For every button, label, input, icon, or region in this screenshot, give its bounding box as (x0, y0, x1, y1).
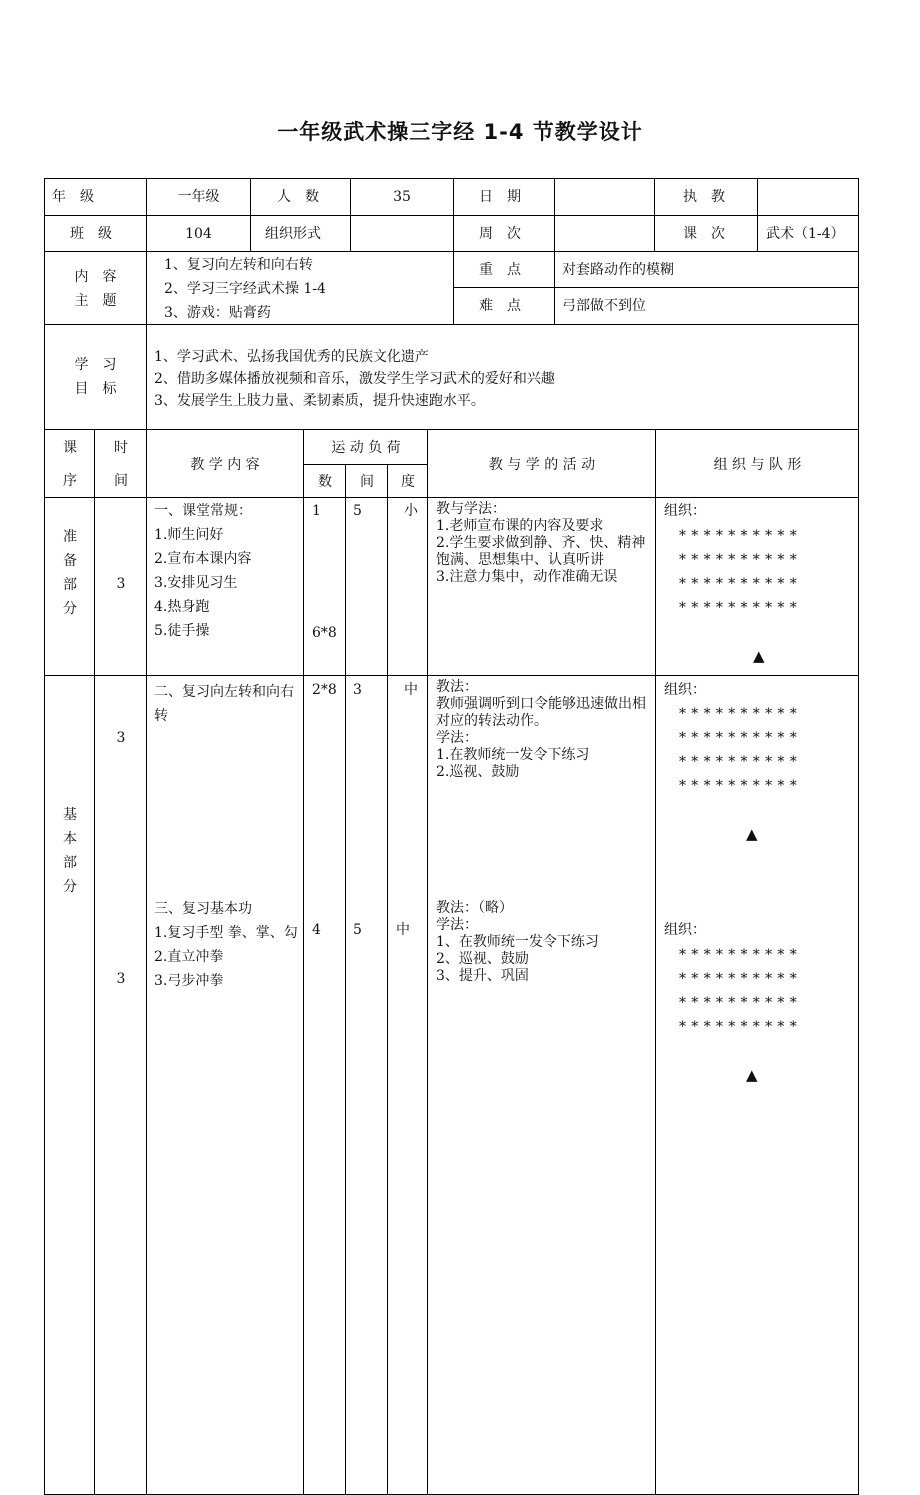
prep-content-line: 2.宣布本课内容 (154, 551, 252, 567)
col-seq-2: 序 (63, 473, 77, 489)
grade-value: 一年级 (177, 189, 220, 205)
col-seq-1: 课 (63, 440, 77, 456)
week-label: 周 次 (479, 226, 521, 242)
part1-interval: 3 (353, 682, 362, 698)
part2-count: 4 (312, 922, 321, 938)
col-formation: 组 织 与 队 形 (713, 457, 802, 473)
part2-formation-stars: ********** ********** ********** ********** (679, 947, 802, 1035)
prep-count: 1 (312, 503, 321, 519)
part1-formation-stars: ********** ********** ********** ********** (679, 706, 802, 794)
part2-interval: 5 (353, 922, 362, 938)
part2-org-label: 组织： (664, 922, 706, 938)
grade-label: 年 级 (52, 189, 94, 205)
teacher-marker-icon: ▲ (753, 647, 765, 665)
content-item: 3、游戏：贴膏药 (164, 305, 271, 321)
prep-interval: 5 (353, 503, 362, 519)
prep-formation-stars: ********** ********** ********** ********** (679, 528, 802, 616)
lesson-label: 课 次 (683, 226, 725, 242)
lesson-value: 武术（1-4） (766, 226, 845, 242)
goals-label-1: 学 习 (74, 357, 117, 373)
prep-count-2: 6*8 (312, 625, 337, 641)
key-point-value: 对套路动作的模糊 (562, 262, 674, 278)
goals-label-2: 目 标 (74, 381, 117, 397)
goal-item: 2、借助多媒体播放视频和音乐，激发学生学习武术的爱好和兴趣 (154, 371, 555, 387)
class-label: 班 级 (70, 226, 112, 242)
part2-activity: 教法：（略） 学法： 1、在教师统一发令下练习 2、巡视、鼓励 3、提升、巩固 (436, 900, 599, 984)
col-intensity: 度 (401, 474, 415, 490)
prep-intensity: 小 (404, 503, 418, 519)
part1-content: 二、复习向左转和向右转 (154, 684, 294, 724)
col-count: 数 (318, 474, 332, 490)
content-item: 1、复习向左转和向右转 (164, 257, 313, 273)
col-load: 运 动 负 荷 (331, 440, 401, 456)
part2-time: 3 (116, 971, 126, 987)
prep-content-line: 1.师生问好 (154, 527, 224, 543)
teacher-marker-icon: ▲ (746, 825, 758, 843)
col-activity: 教 与 学 的 活 动 (488, 457, 596, 473)
prep-content-line: 5.徒手操 (154, 623, 210, 639)
date-label: 日 期 (479, 189, 521, 205)
prep-activity: 教与学法： 1.老师宣布课的内容及要求 2.学生要求做到静、齐、快、精神饱满、思想集中、认真听讲 3.注意力集中，动作准确无误 (436, 501, 646, 585)
part2-content: 三、复习基本功 1.复习手型 拳、掌、勾 2.直立冲拳 3.弓步冲拳 (154, 901, 298, 989)
col-interval: 间 (360, 474, 374, 490)
col-time-1: 时 (114, 440, 128, 456)
prep-time: 3 (116, 576, 126, 592)
difficulty-label: 难 点 (479, 298, 521, 314)
people-label: 人 数 (277, 189, 319, 205)
part1-count: 2*8 (312, 682, 337, 698)
key-point-label: 重 点 (479, 262, 521, 278)
difficulty-value: 弓部做不到位 (562, 298, 646, 314)
prep-section-label: 准 备 部 分 (63, 529, 77, 617)
content-item: 2、学习三字经武术操 1-4 (164, 281, 326, 297)
teacher-marker-icon: ▲ (746, 1066, 758, 1084)
part1-time: 3 (116, 730, 126, 746)
col-time-2: 间 (114, 473, 128, 489)
goal-item: 1、学习武术、弘扬我国优秀的民族文化遗产 (154, 349, 429, 365)
content-label-2: 主 题 (74, 293, 117, 309)
prep-content-line: 一、课堂常规： (154, 503, 252, 519)
part2-intensity: 中 (396, 922, 410, 938)
basic-section-label: 基 本 部 分 (63, 807, 77, 895)
col-content: 教 学 内 容 (190, 457, 260, 473)
content-label-1: 内 容 (74, 269, 117, 285)
part1-intensity: 中 (404, 682, 418, 698)
people-value: 35 (393, 189, 411, 205)
prep-org-label: 组织： (664, 503, 706, 519)
page-title: 一年级武术操三字经 1-4 节教学设计 (277, 120, 643, 144)
org-label: 组织形式 (265, 226, 321, 242)
class-value: 104 (185, 226, 212, 242)
prep-content-line: 4.热身跑 (154, 599, 210, 615)
teacher-label: 执 教 (683, 189, 725, 205)
goal-item: 3、发展学生上肢力量、柔韧素质，提升快速跑水平。 (154, 393, 485, 409)
part1-activity: 教法： 教师强调听到口令能够迅速做出相对应的转法动作。 学法： 1.在教师统一发令下练习 2.巡视、鼓励 (436, 679, 646, 780)
prep-content-line: 3.安排见习生 (154, 575, 238, 591)
part1-org-label: 组织： (664, 682, 706, 698)
